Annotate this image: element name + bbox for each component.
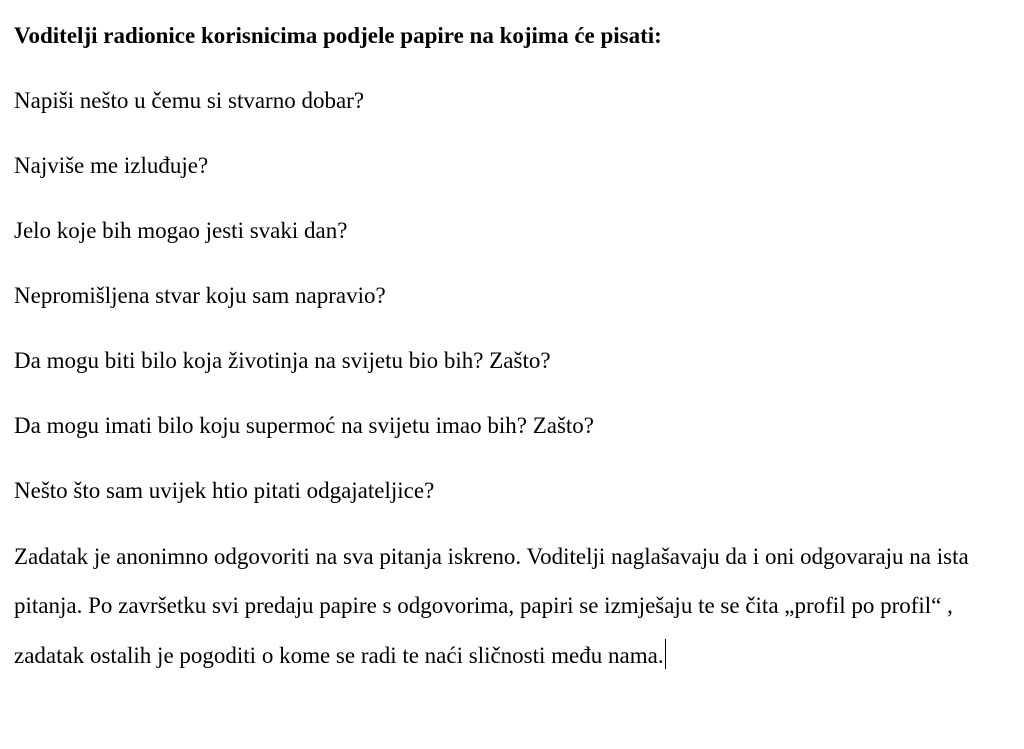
task-paragraph[interactable] bbox=[14, 532, 1004, 680]
text-cursor bbox=[665, 639, 666, 669]
question-item: Nešto što sam uvijek htio pitati odgajateljice? bbox=[14, 478, 435, 503]
question-item: Jelo koje bih mogao jesti svaki dan? bbox=[14, 218, 348, 243]
question-item: Da mogu imati bilo koju supermoć na svijetu imao bih? Zašto? bbox=[14, 413, 594, 438]
task-paragraph-text: Zadatak je anonimno odgovoriti na sva pitanja iskreno. Voditelji naglašavaju da i oni odgovaraju na ista pitanja. Po završetku svi predaju papire s odgovorima, papiri se izmješaju te se čita „profil po profil“ , zadatak ostalih je pogoditi o kome se radi te naći sličnosti među nama. bbox=[14, 544, 969, 668]
question-item: Najviše me izluđuje? bbox=[14, 153, 209, 178]
question-item: Nepromišljena stvar koju sam napravio? bbox=[14, 283, 386, 308]
question-item: Napiši nešto u čemu si stvarno dobar? bbox=[14, 88, 365, 113]
question-list bbox=[14, 83, 1024, 509]
document-heading: Voditelji radionice korisnicima podjele papire na kojima će pisati: bbox=[14, 23, 662, 48]
question-item: Da mogu biti bilo koja životinja na svijetu bio bih? Zašto? bbox=[14, 348, 551, 373]
